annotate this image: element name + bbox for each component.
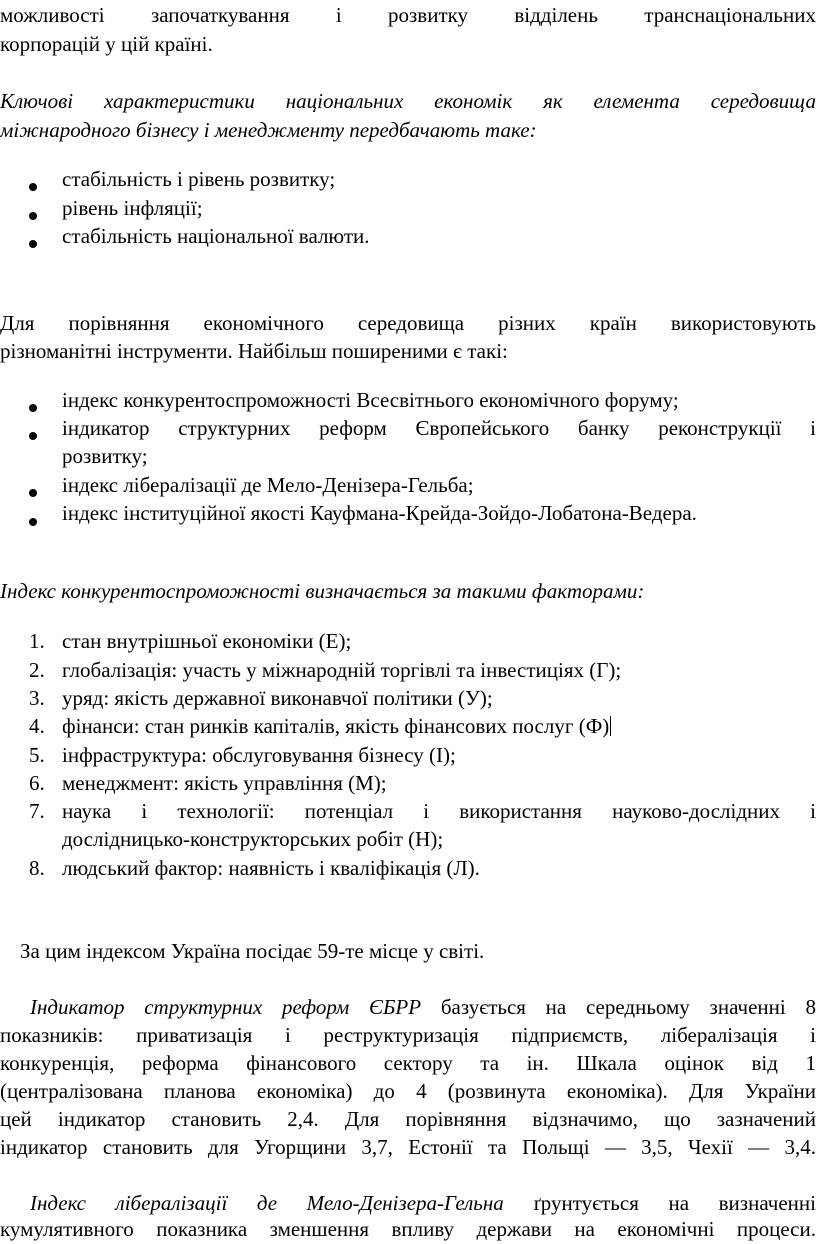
ebrd-line-5: цей індикатор становить 2,4. Для порівняння відзначимо, що зазначений (0, 1107, 816, 1131)
list-item: стан внутрішньої економіки (Е); (62, 629, 352, 653)
list-item: індекс конкурентоспроможності Всесвітнього економічного форуму; (62, 388, 679, 412)
list-item: стабільність і рівень розвитку; (62, 167, 336, 191)
ebrd-line-2: показників: приватизація і реструктуризація підприємств, лібералізація і (0, 1023, 816, 1047)
list-item-continuation: дослідницько-конструкторських робіт (Н); (62, 827, 444, 851)
ebrd-line-4: (централізована планова економіка) до 4 (розвинута економіка). Для України (0, 1079, 816, 1103)
list-item: людський фактор: наявність і кваліфікація (Л). (62, 856, 480, 880)
liberalization-line-2: кумулятивного показника зменшення впливу держави на економічні процеси. (0, 1217, 816, 1241)
list-item-with-cursor (62, 713, 611, 740)
list-number: 8. (29, 856, 45, 880)
list-number: 2. (29, 658, 45, 682)
list-item: інфраструктура: обслуговування бізнесу (І); (62, 743, 456, 767)
ebrd-line-1 (0, 994, 816, 1021)
instruments-line-2: різноманітні інструменти. Найбільш поширеними є такі: (0, 339, 508, 363)
intro-line-1: можливості започаткування і розвитку відділень транснаціональних (0, 3, 816, 27)
bullet-icon (29, 240, 37, 248)
bullet-icon (29, 212, 37, 220)
list-number: 3. (29, 686, 45, 710)
bullet-icon (29, 404, 37, 412)
list-item: глобалізація: участь у міжнародній торгівлі та інвестиціях (Г); (62, 658, 622, 682)
key-characteristics-heading-1: Ключові характеристики національних економік як елемента середовища (0, 89, 816, 113)
list-item: стабільність національної валюти. (62, 224, 370, 248)
list-number: 4. (29, 714, 45, 738)
list-item: фінанси: стан ринків капіталів, якість фінансових послуг (Ф) (62, 714, 610, 738)
list-item-continuation: розвитку; (62, 444, 148, 468)
list-item: рівень інфляції; (62, 196, 203, 220)
bullet-icon (29, 432, 37, 440)
bullet-icon (29, 489, 37, 497)
list-item: індекс інституційної якості Кауфмана-Крейда-Зойдо-Лобатона-Ведера. (62, 501, 697, 525)
list-number: 5. (29, 743, 45, 767)
list-item: наука і технології: потенціал і використання науково-дослідних і (62, 799, 816, 823)
ebrd-line-3: конкуренція, реформа фінансового сектору та ін. Шкала оцінок від 1 (0, 1051, 816, 1075)
ukraine-rank-text: За цим індексом Україна посідає 59-те місце у світі. (20, 939, 485, 963)
competitiveness-heading: Індекс конкурентоспроможності визначається за такими факторами: (0, 579, 645, 603)
list-number: 7. (29, 799, 45, 823)
liberalization-term: Індекс лібералізації де Мело-Денізера-Гельна (30, 1191, 504, 1215)
bullet-icon (29, 183, 37, 191)
ebrd-term: Індикатор структурних реформ ЄБРР (30, 995, 422, 1019)
text-cursor (610, 716, 611, 736)
ebrd-line-1-rest: базується на середньому значенні 8 (421, 995, 816, 1019)
list-number: 1. (29, 629, 45, 653)
list-item: індикатор структурних реформ Європейського банку реконструкції і (62, 416, 816, 440)
liberalization-line-1 (0, 1190, 816, 1217)
liberalization-line-1-rest: ґрунтується на визначенні (503, 1191, 816, 1215)
list-item: менеджмент: якість управління (М); (62, 771, 387, 795)
key-characteristics-heading-2: міжнародного бізнесу і менеджменту передбачають таке: (0, 118, 537, 142)
bullet-icon (29, 518, 37, 526)
list-item: індекс лібералізації де Мело-Денізера-Гельба; (62, 473, 474, 497)
list-number: 6. (29, 771, 45, 795)
instruments-line-1: Для порівняння економічного середовища різних країн використовують (0, 311, 816, 335)
ebrd-line-6: індикатор становить для Угорщини 3,7, Естонії та Польщі — 3,5, Чехії — 3,4. (0, 1135, 816, 1159)
intro-line-2: корпорацій у цій країні. (0, 32, 213, 56)
list-item: уряд: якість державної виконавчої політики (У); (62, 686, 493, 710)
